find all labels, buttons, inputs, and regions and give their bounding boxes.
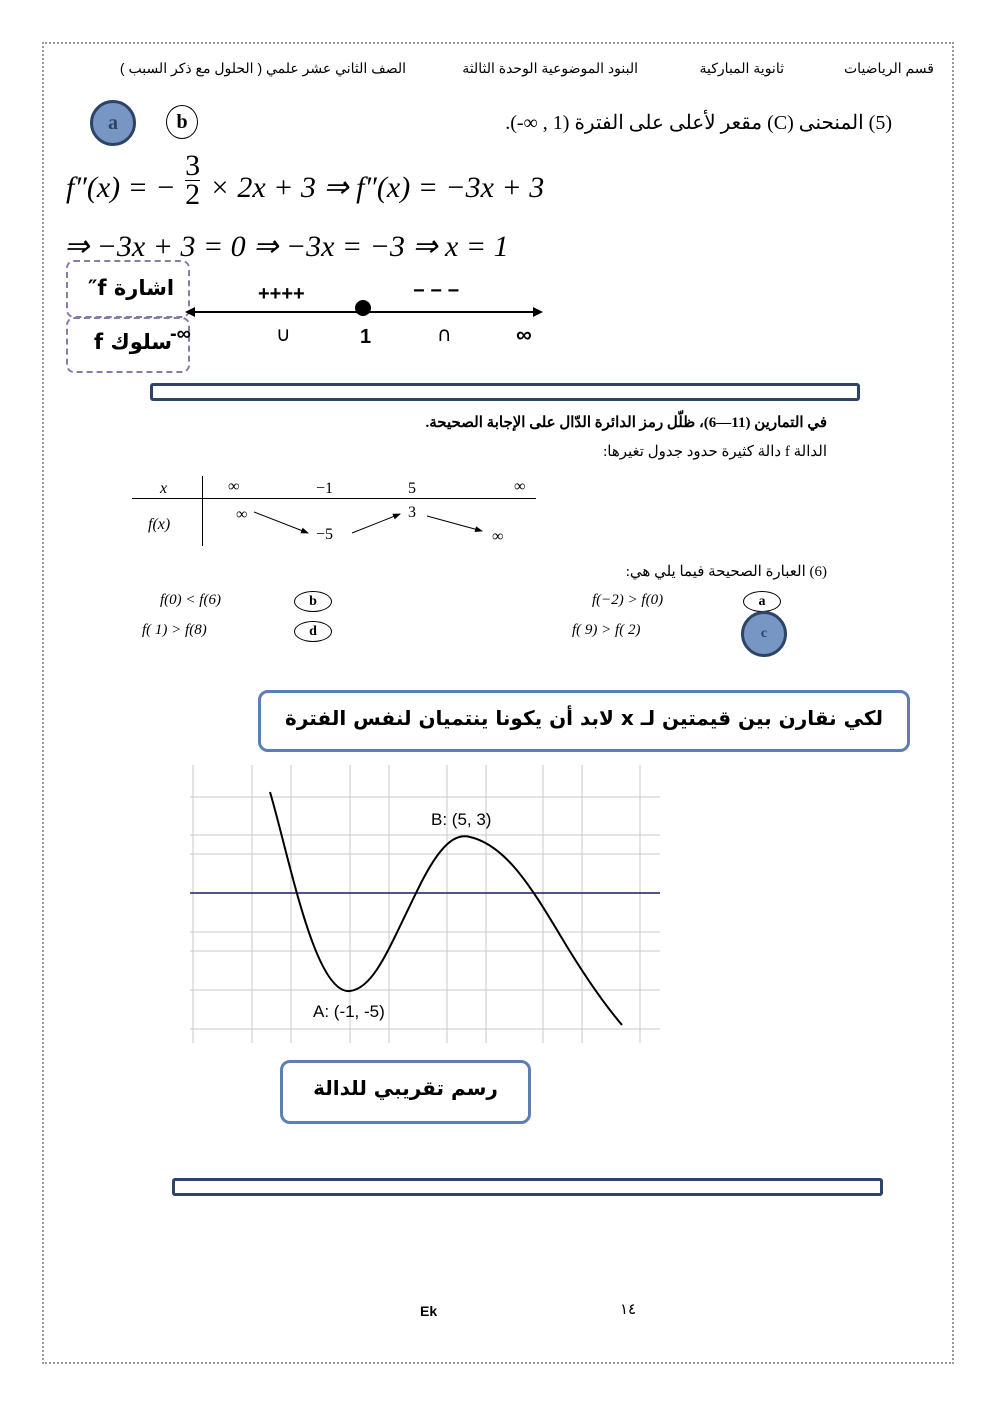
option-a[interactable]: a (743, 591, 781, 612)
sign-label: اشارة f″ (88, 276, 175, 300)
x-value: ∞ (228, 478, 240, 495)
option-c-selected[interactable]: c (741, 611, 787, 657)
f-value: ∞ (492, 528, 504, 545)
derivative-lhs: f″(x) = − (66, 171, 176, 204)
fx-label: f(x) (148, 516, 171, 533)
note-box: لكي نقارن بين قيمتين لـ x لابد أن يكونا ينتميان لنفس الفترة (258, 690, 910, 752)
x-label: x (160, 480, 168, 497)
header-dept: قسم الرياضيات (844, 60, 934, 76)
option-c-expr: f( 9) > f( 2) (572, 622, 641, 638)
header-school: ثانوية المباركية (699, 60, 784, 76)
f-value: −5 (316, 526, 334, 543)
function-intro: الدالة f دالة كثيرة حدود جدول تغيرها: (603, 444, 827, 460)
option-b-expr: f(0) < f(6) (160, 592, 221, 608)
point-a-label: A: (-1, -5) (313, 1002, 385, 1021)
divider (150, 383, 860, 401)
option-b[interactable]: b (166, 105, 198, 139)
pos-infinity: ∞ (516, 322, 532, 347)
derivative-line1 (66, 148, 545, 211)
option-d-expr: f( 1) > f(8) (142, 622, 207, 638)
option-a-selected[interactable]: a (90, 100, 136, 146)
x-value: 5 (408, 480, 416, 497)
variation-table (132, 476, 536, 546)
concave-up-symbol: ∪ (276, 322, 291, 346)
option-b[interactable]: b (294, 591, 332, 612)
f-value: ∞ (236, 506, 248, 523)
divider (172, 1178, 883, 1196)
derivative-rhs: × 2x + 3 ⇒ f″(x) = −3x + 3 (209, 171, 545, 204)
concave-down-symbol: ∩ (437, 322, 452, 346)
header-grade: الصف الثاني عشر علمي ( الحلول مع ذكر السبب ) (119, 60, 406, 76)
fraction-numerator: 3 (185, 148, 201, 182)
minus-signs: − − − (413, 280, 460, 302)
x-value: ∞ (514, 478, 526, 495)
f-value: 3 (408, 504, 416, 521)
header-unit: البنود الموضوعية الوحدة الثالثة (462, 60, 638, 76)
fraction-denominator: 2 (185, 177, 201, 211)
option-a-expr: f(−2) > f(0) (592, 592, 664, 608)
page-number: ١٤ (620, 1300, 637, 1318)
critical-point (355, 300, 371, 316)
number-line (185, 300, 545, 324)
neg-infinity: -∞ (170, 323, 191, 345)
question-5: (5) المنحنى (C) مقعر لأعلى على الفترة (1 , ∞-). (505, 112, 892, 134)
behavior-label: سلوك f (94, 330, 173, 354)
point-one: 1 (360, 326, 372, 348)
x-value: −1 (316, 480, 334, 497)
graph-caption-box: رسم تقريبي للدالة (280, 1060, 531, 1124)
author: Ek (420, 1303, 438, 1319)
function-graph (190, 765, 660, 1043)
derivative-line2: ⇒ −3x + 3 = 0 ⇒ −3x = −3 ⇒ x = 1 (64, 230, 509, 263)
point-b-label: B: (5, 3) (431, 810, 492, 829)
question-6: (6) العبارة الصحيحة فيما يلي هي: (625, 564, 827, 580)
instructions: في التمارين (11—6)، ظلّل رمز الدائرة الدّال على الإجابة الصحيحة. (425, 415, 827, 431)
variation-arrows (132, 476, 536, 546)
option-d[interactable]: d (294, 621, 332, 642)
plus-signs: ++++ (258, 283, 305, 305)
